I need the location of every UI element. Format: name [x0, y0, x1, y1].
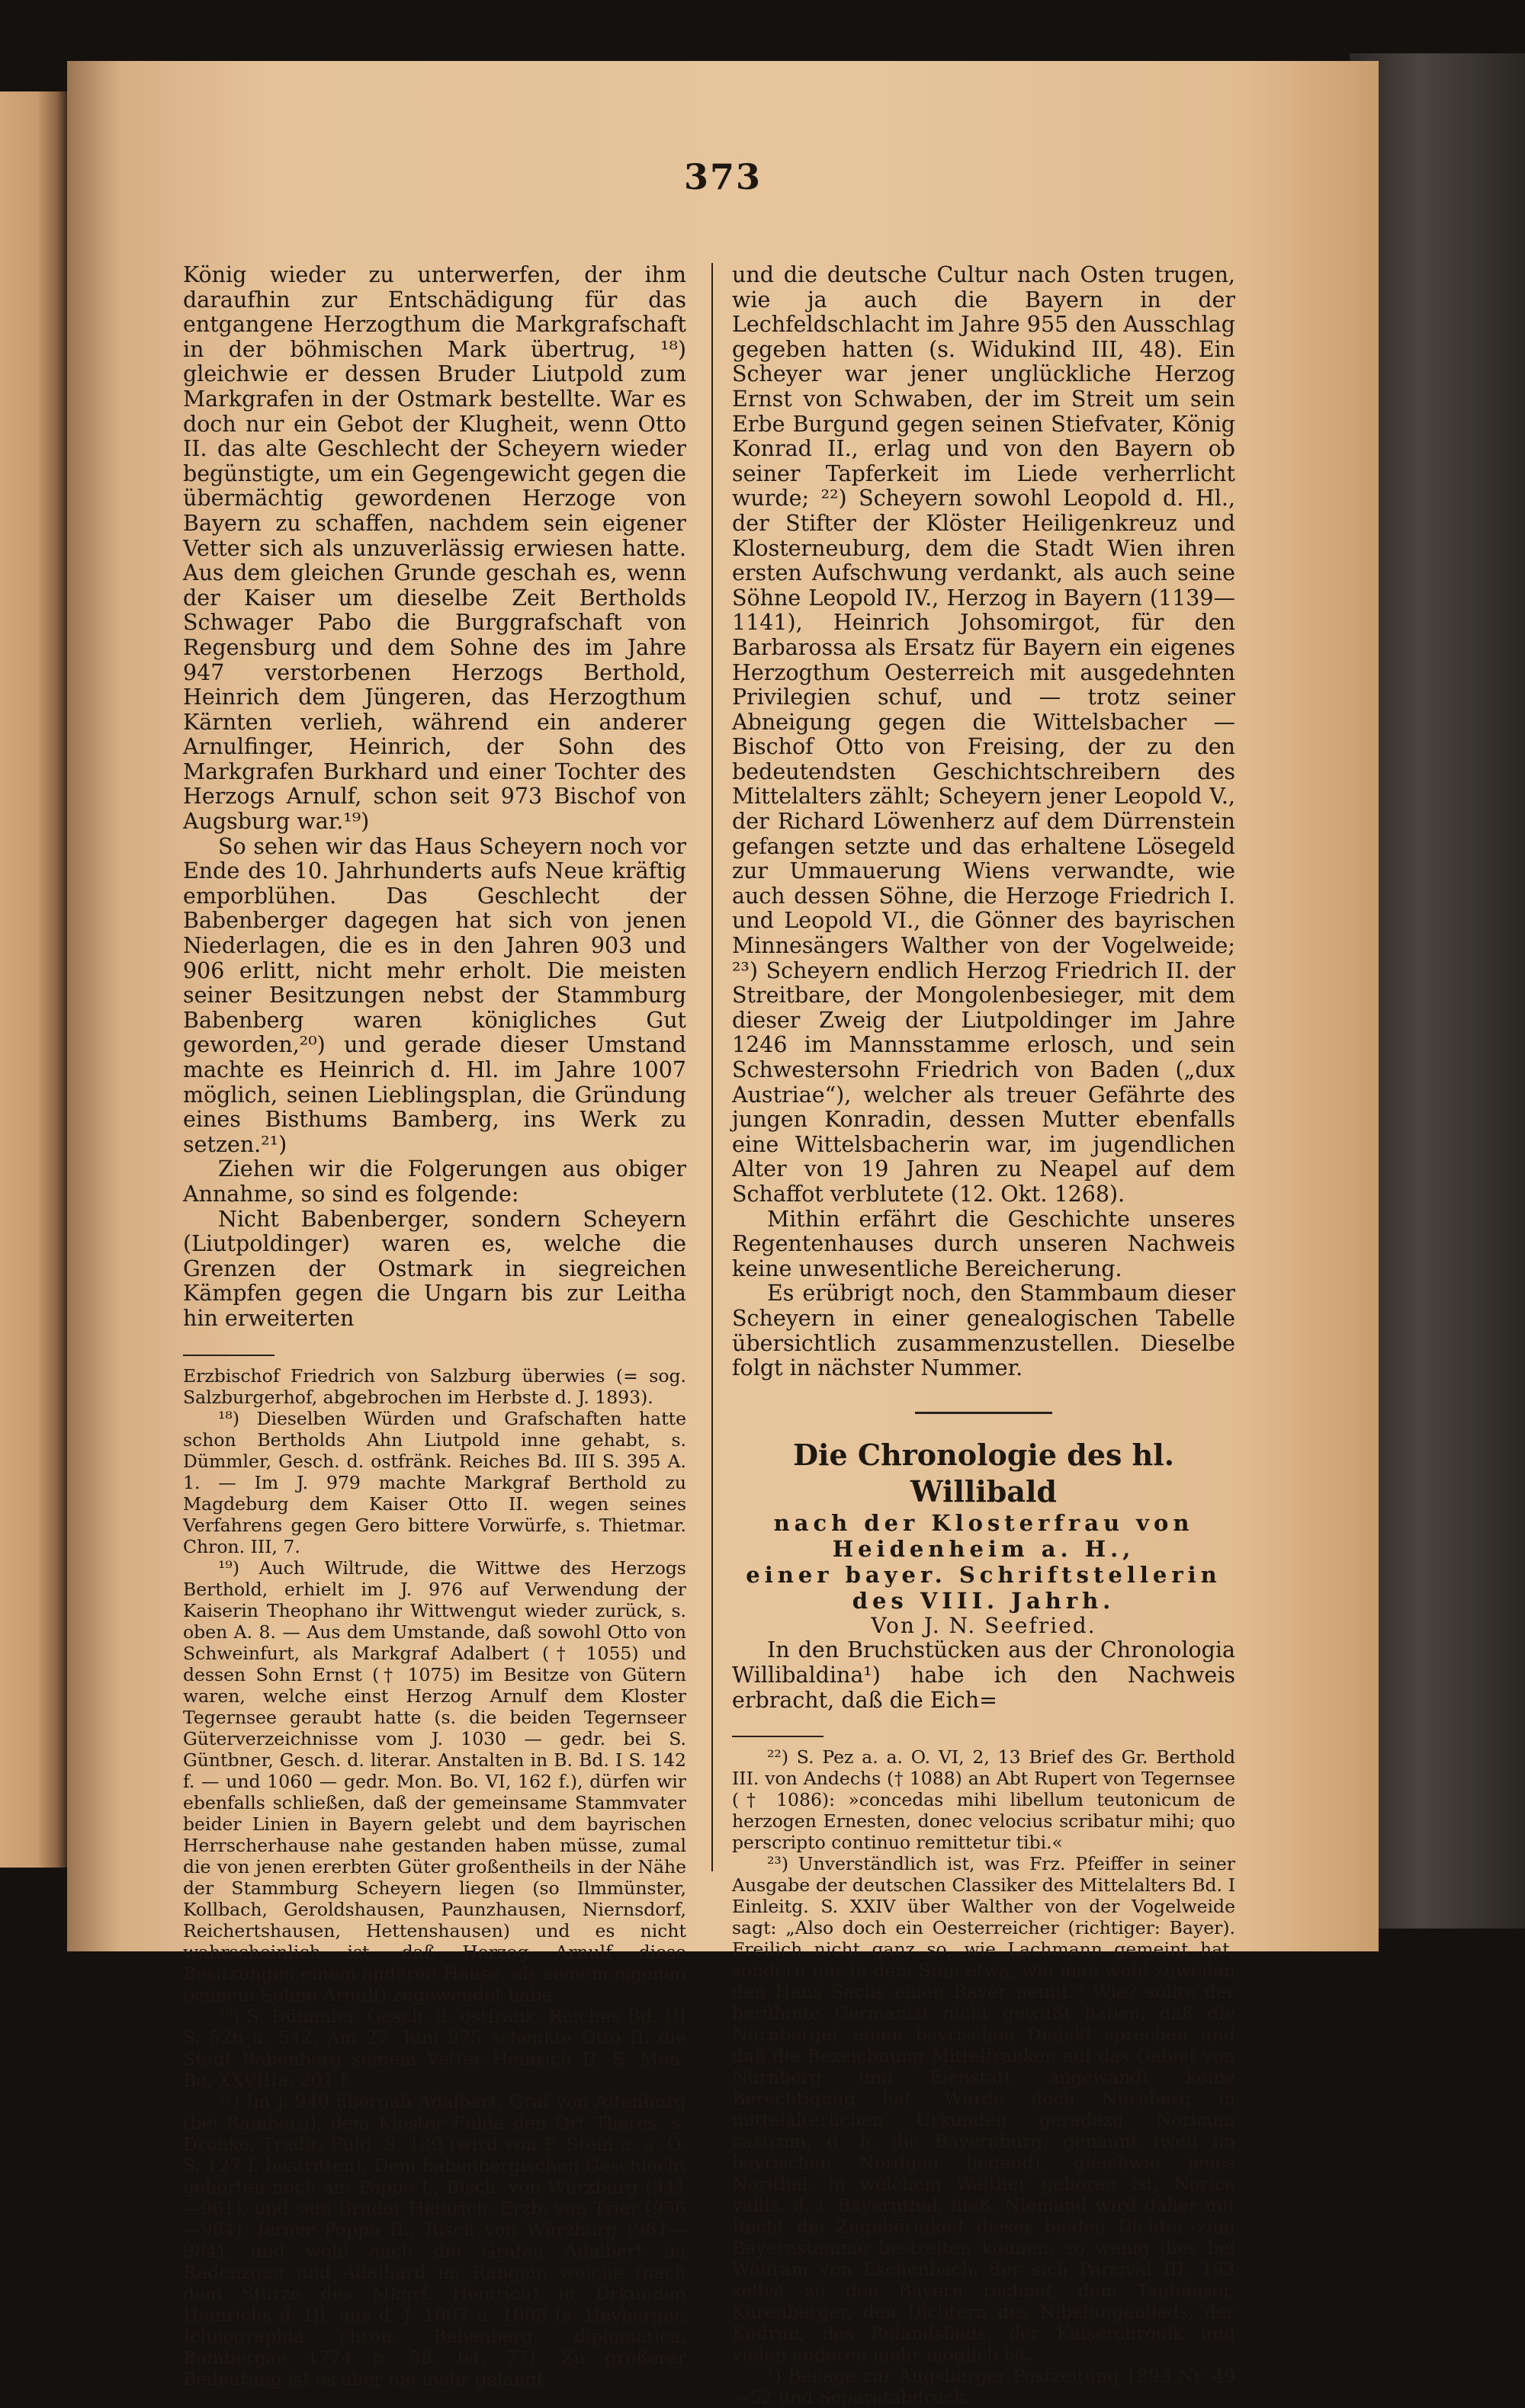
- article-paragraph: In den Bruchstücken aus der Chronologia Willibaldina¹) habe ich den Nachweis erbracht, daß die Eich=: [732, 1637, 1235, 1713]
- right-footnotes: [732, 1746, 1235, 2408]
- footnote-23: ²³) Unverständlich ist, was Frz. Pfeiffer in seiner Ausgabe der deutschen Classiker des Mittelalters Bd. I Einleitg. S. XXIV über Walther von der Vogelweide sagt: „Also doch ein Oesterreicher (richtiger: Bayer). Freilich nicht ganz so, wie Lachmann gemeint hat, sondern nur in dem Sinn etwa, wie man wohl zuweilen den Hans Sachs einen Bayer nennt.“ Wie? sollte der berühmte Germanist nicht gewußt haben, daß die Nürnberger einen bayrischen Dialekt sprechen und daß die Bezeichnung Mittelfranken auf das Gebiet von Nürnberg und Eichstätt angewandt keine Berechtigung hat. Wurde doch Nürnberg in mittelalterlichen Urkunden geradezu Noricum castrum, d. h. die Bayernburg, genannt (weil im bayrischen Nordgau liegend), gleichwie jenes Norithal, in welchem Walther geboren ist, Norica vallis, d. i. Bayernthal, hieß. Niemand wird daher mit Recht die Zugehörigkeit dieser beiden Dichter zum Bayernstamme bestreiten können, so wenig dies bei Wolfram von Eschenbach, der sich Parcival III, 153 selbst zu den Bayern rechnet, dem Tanhäuser, Kürenberger, den Dichtern des Nibelungenlieds, der Kudrun, des Rolandslieds, der Kaiserchronik und vielen anderen mehr möglich ist.: [732, 1853, 1235, 2366]
- book-page: [67, 61, 1379, 2408]
- footnote-18: ¹⁸) Dieselben Würden und Grafschaften hatte schon Bertholds Ahn Liutpold inne gehabt, s. Dümmler, Gesch. d. ostfränk. Reiches Bd. III S. 395 A. 1. — Im J. 979 machte Markgraf Berthold zu Magdeburg dem Kaiser Otto II. wegen seines Verfahrens gegen Gero bittere Vorwürfe, s. Thietmar. Chron. III, 7.: [183, 1407, 686, 1557]
- footnote-continued: Erzbischof Friedrich von Salzburg überwies (= sog. Salzburgerhof, abgebrochen im Herbste d. J. 1893).: [183, 1364, 686, 1408]
- article-author: Von J. N. Seefried.: [871, 1612, 1096, 1638]
- left-footnotes: [183, 1365, 686, 2390]
- footnote-rule: [183, 1355, 274, 1356]
- article-title: Die Chronologie des hl. Willibald: [793, 1437, 1174, 1509]
- right-paragraph-3: Es erübrigt noch, den Stammbaum dieser Scheyern in einer genealogischen Tabelle übersichtlich zusammenzustellen. Dieselbe folgt in nächster Nummer.: [732, 1281, 1235, 1381]
- footnote-rule: [732, 1736, 824, 1737]
- left-column: [183, 263, 686, 2390]
- left-page-edge: [0, 91, 67, 1868]
- left-paragraph-3: Ziehen wir die Folgerungen aus obiger Annahme, so sind es folgende:: [183, 1156, 686, 1207]
- footnote-19: ¹⁹) Auch Wiltrude, die Wittwe des Herzogs Berthold, erhielt im J. 976 auf Verwendung der Kaiserin Theophano ihr Wittwengut wieder zurück, s. oben A. 8. — Aus dem Umstande, daß sowohl Otto von Schweinfurt, als Markgraf Adalbert († 1055) und dessen Sohn Ernst († 1075) im Besitze von Gütern waren, welche einst Herzog Arnulf dem Kloster Tegernsee geraubt hatte (s. die beiden Tegernseer Güterverzeichnisse vom J. 1030 — gedr. bei S. Güntbner, Gesch. d. literar. Anstalten in B. Bd. I S. 142 f. — und 1060 — gedr. Mon. Bo. VI, 162 f.), dürfen wir ebenfalls schließen, daß der gemeinsame Stammvater beider Linien in Bayern gelebt und dem bayrischen Herrscherhause nahe gestanden haben müsse, zumal die von jenen ererbten Güter großentheils in der Nähe der Stammburg Scheyern liegen (so Ilmmünster, Kollbach, Geroldshausen, Paunzhausen, Niernsdorf, Reichertshausen, Hettenshausen) und es nicht wahrscheinlich ist, daß Herzog Arnulf diese Besitzungen einem anderen Hause, als seinem eigenen (seinem Sohne Arnulf) zugewendet habe.: [183, 1557, 686, 2006]
- footnote-1: ¹) Beilage zur Augsburger Postzeitung 1893 Nr. 49—52 und Separatabdruck.: [732, 2365, 1235, 2408]
- right-column: [732, 263, 1235, 2408]
- left-paragraph-1: König wieder zu unterwerfen, der ihm daraufhin zur Entschädigung für das entgangene Herzogthum die Markgrafschaft in der böhmischen Mark übertrug, ¹⁸) gleichwie er dessen Bruder Liutpold zum Markgrafen in der Ostmark bestellte. War es doch nur ein Gebot der Klugheit, wenn Otto II. das alte Geschlecht der Scheyern wieder begünstigte, um ein Gegengewicht gegen die übermächtig gewordenen Herzoge von Bayern zu schaffen, nachdem sein eigener Vetter sich als unzuverlässig erwiesen hatte. Aus dem gleichen Grunde geschah es, wenn der Kaiser um dieselbe Zeit Bertholds Schwager Pabo die Burggrafschaft von Regensburg und dem Sohne des im Jahre 947 verstorbenen Herzogs Berthold, Heinrich dem Jüngeren, das Herzogthum Kärnten verlieh, während ein anderer Arnulfinger, Heinrich, der Sohn des Markgrafen Burkhard und einer Tochter des Herzogs Arnulf, schon seit 973 Bischof von Augsburg war.¹⁹): [183, 262, 686, 835]
- article-subtitle-2: einer bayer. Schriftstellerin des VIII. Jahrh.: [746, 1561, 1222, 1614]
- right-paragraph-1: und die deutsche Cultur nach Osten trugen, wie ja auch die Bayern in der Lechfeldschlacht im Jahre 955 den Ausschlag gegeben hatten (s. Widukind III, 48). Ein Scheyer war jener unglückliche Herzog Ernst von Schwaben, der im Streit um sein Erbe Burgund gegen seinen Stiefvater, König Konrad II., erlag und von den Bayern ob seiner Tapferkeit im Liede verherrlicht wurde; ²²) Scheyern sowohl Leopold d. Hl., der Stifter der Klöster Heiligenkreuz und Klosterneuburg, dem die Stadt Wien ihren ersten Aufschwung verdankt, als auch seine Söhne Leopold IV., Herzog in Bayern (1139—1141), Heinrich Johsomirgot, für den Barbarossa als Ersatz für Bayern ein eigenes Herzogthum Oesterreich mit ausgedehnten Privilegien schuf, und — trotz seiner Abneigung gegen die Wittelsbacher — Bischof Otto von Freising, der zu den bedeutendsten Geschichtschreibern des Mittelalters zählt; Scheyern jener Leopold V., der Richard Löwenherz auf dem Dürrenstein gefangen setzte und das erhaltene Lösegeld zur Ummauerung Wiens verwandte, wie auch dessen Söhne, die Herzoge Friedrich I. und Leopold VI., die Gönner des bayrischen Minnesängers Walther von der Vogelweide; ²³) Scheyern endlich Herzog Friedrich II. der Streitbare, der Mongolenbesieger, mit dem dieser Zweig der Liutpoldinger im Jahre 1246 im Mannsstamme erlosch, und sein Schwestersohn Friedrich von Baden („dux Austriae“), welcher als treuer Gefährte des jungen Konradin, dessen Mutter ebenfalls eine Wittelsbacherin war, im jugendlichen Alter von 19 Jahren zu Neapel auf dem Schaffot verblutete (12. Okt. 1268).: [732, 262, 1235, 1207]
- page-number: 373: [683, 156, 762, 197]
- left-paragraph-2: So sehen wir das Haus Scheyern noch vor Ende des 10. Jahrhunderts aufs Neue kräftig emporblühen. Das Geschlecht der Babenberger dagegen hat sich von jenen Niederlagen, die es in den Jahren 903 und 906 erlitt, nicht mehr erholt. Die meisten seiner Besitzungen nebst der Stammburg Babenberg waren königliches Gut geworden,²⁰) und gerade dieser Umstand machte es Heinrich d. Hl. im Jahre 1007 möglich, seinen Lieblingsplan, die Gründung eines Bisthums Bamberg, ins Werk zu setzen.²¹): [183, 833, 686, 1157]
- footnote-21: ²¹) Im J. 940 übergab Adalbert, Graf von Altenburg (bei Bamberg), dem Kloster Fulda den Ort Theres, s. Dronke, Tradit. Fuld. S. 139 (wird von F. Stein a. a. O. S. 127 f. bestritten). Dem babenbergischen Geschlecht gehörten noch an: Poppo I., Bisch. von Würzburg (941—961), und sein Bruder Heinrich, Erzb. von Trier (956—964), ferner Poppo II., Bisch von Würzburg (961—984), und wohl auch die Grafen Adalbert im Radenzgau und Adalhard im Rangau, welche (nach dem Sturze des Mkgrf. Heinrich) in Urkunden Heinrichs d. Hl. aus d. J. 1007 u. 1008 (s. Heyberger, Ichnographia chron. Babenberg. diplomatica, Bambergae 1774 p. 58, 64, 77). Zu größerer Bedeutung ist es aber nie mehr gelangt.: [183, 2090, 686, 2390]
- section-divider: [915, 1412, 1052, 1414]
- article-subtitle-1: nach der Klosterfrau von Heidenheim a. H.,: [773, 1509, 1194, 1562]
- column-divider: [711, 263, 713, 1871]
- left-paragraph-4: Nicht Babenberger, sondern Scheyern (Liutpoldinger) waren es, welche die Grenzen der Ostmark in siegreichen Kämpfen gegen die Ungarn bis zur Leitha hin erweiterten: [183, 1206, 686, 1331]
- footnote-22: ²²) S. Pez a. a. O. VI, 2, 13 Brief des Gr. Berthold III. von Andechs († 1088) an Abt Rupert von Tegernsee († 1086): »concedas mihi libellum teutonicum de herzogen Ernesten, donec velocius scribatur mihi; quo perscripto continuo remittetur tibi.«: [732, 1746, 1235, 1854]
- footnote-20: ²⁰) S. Dümmler, Gesch. d. ostfränk. Reiches Bd. III S. 526 u. 542. Am 27. Juni 975 schenkte Otto II. die Stadt Babenberg seinem Vetter Heinrich II. S. Mon. Bo. XXVIIIa, 201 f.: [183, 2005, 686, 2091]
- right-paragraph-2: Mithin erfährt die Geschichte unseres Regentenhauses durch unseren Nachweis keine unwesentliche Bereicherung.: [732, 1206, 1235, 1281]
